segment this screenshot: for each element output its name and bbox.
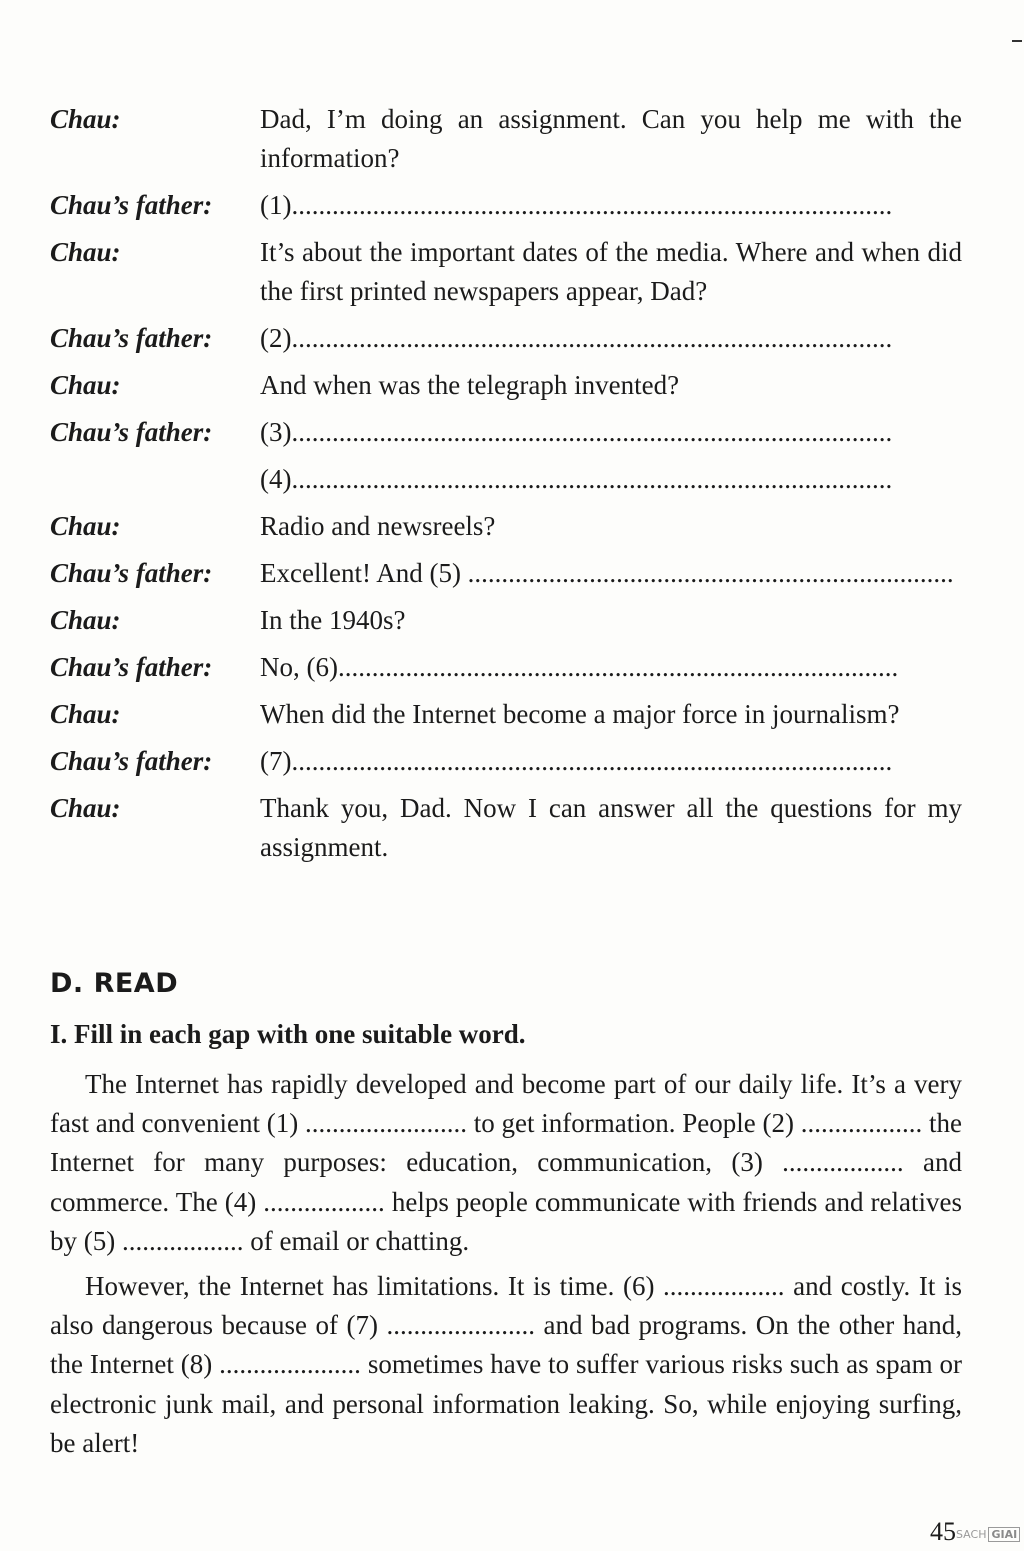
dialogue-line: Thank you, Dad. Now I can answer all the questions for my assignment.: [260, 793, 962, 862]
answer-blank-2: (2).........................................................................................: [260, 323, 893, 353]
speaker-label: Chau:: [50, 511, 121, 541]
dialogue-line: Dad, I’m doing an assignment. Can you help me with the information?: [260, 104, 962, 173]
dialogue-line: It’s about the important dates of the media. Where and when did the first printed newspapers appear, Dad?: [260, 237, 962, 306]
speaker-label: Chau:: [50, 793, 121, 823]
answer-blank-4: (4).........................................................................................: [260, 464, 893, 494]
speaker-label: Chau:: [50, 237, 121, 267]
dialogue-line: And when was the telegraph invented?: [260, 370, 680, 400]
answer-blank-7: (7).........................................................................................: [260, 746, 893, 776]
dialogue-turn: [50, 100, 962, 178]
dialogue-turn: [50, 695, 962, 734]
dialogue-line: In the 1940s?: [260, 605, 406, 635]
watermark-box: GIAI: [988, 1527, 1020, 1542]
dialogue-turn: [50, 366, 962, 405]
page-number: 45: [930, 1517, 956, 1546]
speaker-label: Chau’s father:: [50, 558, 213, 588]
watermark-logo: [956, 1527, 1020, 1542]
margin-mark: [1012, 40, 1022, 42]
dialogue-turn: [50, 460, 962, 499]
dialogue-turn: [50, 507, 962, 546]
reading-passage: [50, 1065, 962, 1469]
task-heading: I. Fill in each gap with one suitable word.: [50, 1019, 526, 1049]
dialogue-line: When did the Internet become a major force in journalism?: [260, 699, 900, 729]
watermark-text: SACH: [956, 1528, 987, 1541]
speaker-label: Chau:: [50, 699, 121, 729]
speaker-label: Chau’s father:: [50, 417, 213, 447]
dialogue-turn: [50, 413, 962, 452]
answer-blank-1: (1).........................................................................................: [260, 190, 893, 220]
dialogue-turn: [50, 742, 962, 781]
paragraph: However, the Internet has limitations. It is time. (6) .................. and costly. It is also dangerous because of (7) ...................... and bad programs. On the other hand, the Internet (8) ..................... sometimes have to suffer various risks such as spam or electronic junk mail, and personal information leaking. So, while enjoying surfing, be alert!: [50, 1271, 962, 1458]
dialogue: [50, 100, 962, 875]
speaker-label: Chau’s father:: [50, 652, 213, 682]
answer-blank-6: No, (6)...................................................................................: [260, 652, 899, 682]
speaker-label: Chau:: [50, 104, 121, 134]
dialogue-turn: [50, 319, 962, 358]
dialogue-turn: [50, 601, 962, 640]
speaker-label: Chau’s father:: [50, 323, 213, 353]
speaker-label: Chau:: [50, 605, 121, 635]
dialogue-turn: [50, 233, 962, 311]
dialogue-turn: [50, 648, 962, 687]
speaker-label: Chau’s father:: [50, 746, 213, 776]
answer-blank-5: Excellent! And (5) ........................................................................: [260, 558, 954, 588]
speaker-label: Chau:: [50, 370, 121, 400]
speaker-label: Chau’s father:: [50, 190, 213, 220]
answer-blank-3: (3).........................................................................................: [260, 417, 893, 447]
dialogue-turn: [50, 554, 962, 593]
dialogue-turn: [50, 186, 962, 225]
dialogue-turn: [50, 789, 962, 867]
dialogue-line: Radio and newsreels?: [260, 511, 496, 541]
paragraph: The Internet has rapidly developed and become part of our daily life. It’s a very fast and convenient (1) ........................ to get information. People (2) .................. the Internet for many purposes: education, communication, (3) .................. and commerce. The (4) .................. helps people communicate with friends and relatives by (5) .................. of email or chatting.: [50, 1069, 962, 1256]
section-heading: D. READ: [50, 968, 179, 999]
